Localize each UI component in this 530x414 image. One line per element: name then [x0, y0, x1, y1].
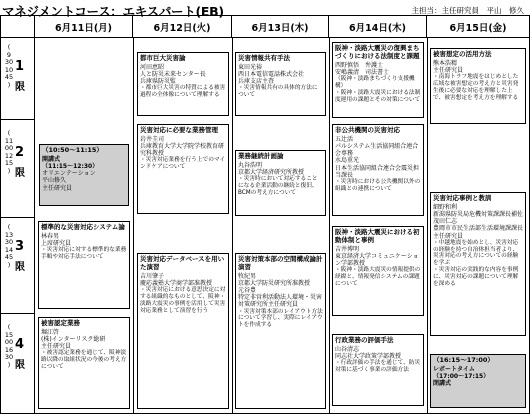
course-owner: 主担当：主任研究員 平山 修久: [411, 6, 524, 15]
period-3: [1, 218, 35, 314]
session-reconstruction-law: 阪神・淡路大震災の復興まちづくりにおける法制度と課題 西野慎悟 弁護士 安嶋義清 司法書士 （阪神・淡路まちづくり支援機構） ・阪神・淡路大震災における法制度運用の課題とその対策について: [332, 42, 424, 118]
day-header-5: 6月15日(金): [427, 16, 529, 38]
session-business-continuity: 業務継続計画論 丸谷浩明 京都大学経済研究所教授 ・災害時において対応することになる企業活動の継続と復旧、BCMの考え方について: [235, 150, 326, 216]
session-urban-megadisaster: 都市巨大災害論 河田恵昭 人と防災未来センター長 兵庫県防災監 ・都市巨大災害の特質による被害過程の全体像について理解する: [137, 52, 229, 116]
session-standard-disaster-system: 標準的な災害対応システム論 林春男 上席研究員 ・災害対応に対する標準的な業務手順や対応手法について: [38, 221, 130, 309]
session-initial-response: 阪神・淡路大震災における初動体制と事例 吉井博明 東京経済大学コミュニケーション学部教授 ・阪神・淡路大震災の情報提供の経緯と、情報発信システムの課題について: [332, 226, 424, 316]
session-evaluation-method: 行政業務の評価手法 山谷清志 同志社大学政策学部教授 ・行政評価の手法を通じて、防災対策に基づく事業の評価方法: [332, 334, 424, 406]
period-4-label: 限: [15, 360, 25, 371]
session-hq-layout-exercise: 災害対策本部の空間構成論計演習 牧紀男 京都大学防災研究所准教授 元谷豊 特定非営利活動法人環境・災害対策研究所主任研究員 ・災害対策本部のレイアウト方法について学習し、実際にレイアウトを作成する: [235, 253, 326, 409]
period-4-times: ( 15 00 16 30 ): [4, 323, 14, 369]
period-3-label: 限: [15, 262, 25, 273]
session-database-exercise: 災害対応データベースを用いた演習 吉川肇子 慶応義塾大学商学部准教授 ・災害対応における意思決定に対する組織的なものとして、阪神・淡路大震災の事例を活用して災害対応業務として演習を行う: [137, 253, 229, 409]
col-divider: [427, 38, 428, 413]
period-2-times: ( 11 00 12 15 ): [4, 129, 14, 175]
period-1-times: ( 9 30 10 45 ): [4, 43, 14, 89]
session-opening: （10:50～11:15） 開講式 （11:15～12:30） オリエンテーション 平山修久 主任研究員: [39, 144, 129, 206]
day-header-3: 6月13日(木): [232, 16, 329, 38]
session-damage-certification: 被害認定業務 堀江啓 (株)インターリスク総研 主任研究員 ・被害認定業務を通じて、阪神淡路以降の取組状況の今後の考え方について: [38, 317, 130, 409]
page-title: マネジメントコース：エキスパート(EB): [2, 4, 224, 19]
day-header-4: 6月14日(木): [329, 16, 427, 38]
col-divider: [232, 38, 233, 413]
col-divider: [133, 38, 134, 413]
session-information-sharing: 災害情報共有手法 東田光裕 西日本電信電話株式会社 兵庫支店主査 ・災害情報共有の具体的方法について: [235, 52, 326, 116]
schedule-grid: [0, 15, 530, 414]
session-non-public-response: 非公共機関の災害対応 五辻活 パルシステム生活協同組合連合会専務 水島重光 日本生活協同組合連合会震災担当課長 ・災害時における公共機関以外の組織との連携について: [332, 124, 424, 216]
corner-cell: [1, 16, 35, 38]
session-closing: （16:15～17:00） レポートタイム （17:00～17:15） 閉講式: [430, 354, 526, 408]
day-header-1: 6月11日(月): [35, 16, 133, 38]
period-1-number: 1: [15, 59, 25, 74]
session-damage-estimation: 被害想定の活用方法 熊本浩精 主任研究員 ・南海トラフ地震をはじめとした広域な被害想定の考え方と災害発生後に必要な対応を理解した上で、被害想定を考え方を理解する: [430, 48, 526, 124]
period-4: [1, 314, 35, 413]
period-4-number: 4: [15, 337, 25, 352]
session-operations-management: 災害対応に必要な業務管理 岩井圭司 兵庫教育大学大学院学校教育研究科教授 ・災害対応業務を行う上でのマインドケアについて: [137, 124, 229, 214]
day-header-2: 6月12日(火): [133, 16, 232, 38]
period-3-times: ( 13 30 14 45 ): [4, 223, 14, 269]
period-3-number: 3: [15, 239, 25, 254]
period-1: [1, 38, 35, 120]
period-2-label: 限: [15, 168, 25, 179]
session-case-studies: 災害対応事例と教訓 細野和利 新潟県防災局危機対策課課長補佐 茂田仁志 豊岡市市民生活部生活環境課課長 主任研究員 ・中越地震を始めとし、災害対応の経験を持つ自治体担当者より、災害対応の考え方についての経験を学ぶ ・災害対応の実践的な内容を事例に、災害対応の課題について理解を深める: [430, 192, 526, 336]
period-2-number: 2: [15, 145, 25, 160]
col-divider: [329, 38, 330, 413]
period-2: [1, 120, 35, 218]
period-1-label: 限: [15, 82, 25, 93]
